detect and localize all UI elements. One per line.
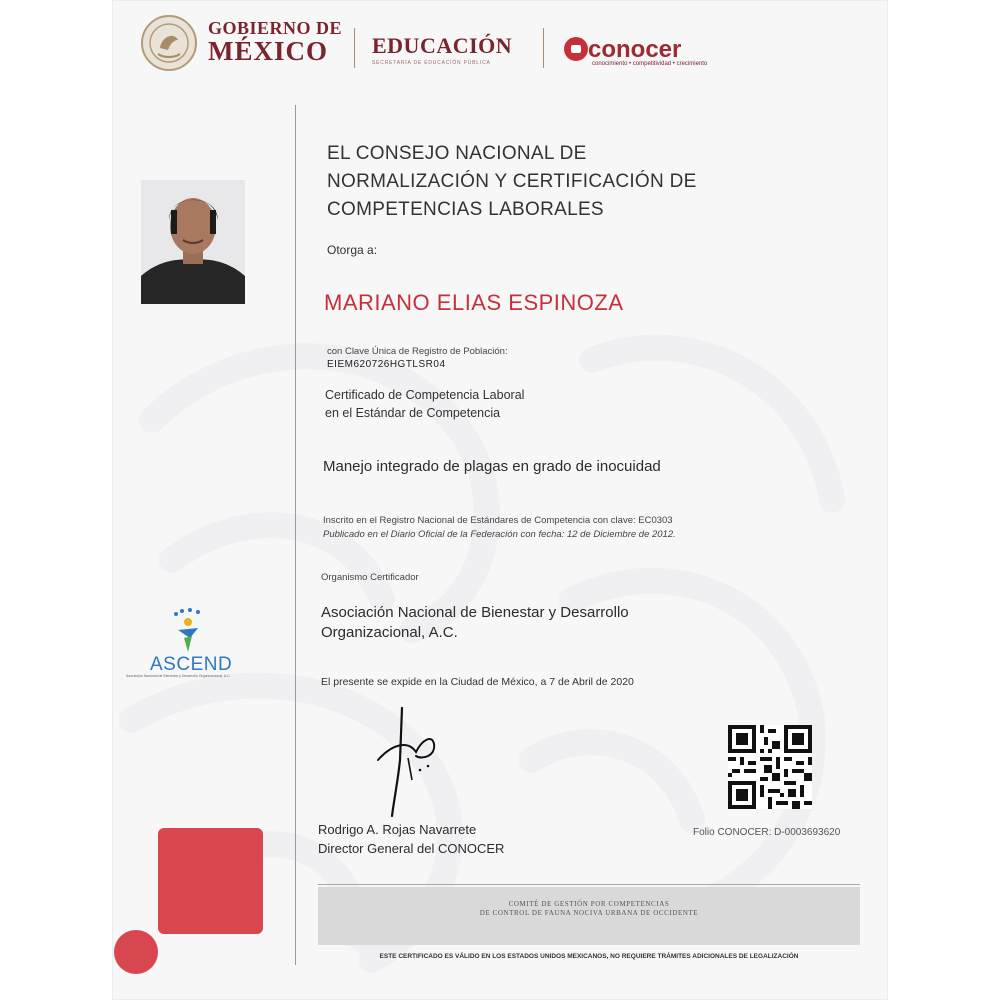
certifying-body-name bbox=[321, 603, 629, 643]
certificate-type-line: Certificado de Competencia Laboral bbox=[325, 388, 525, 402]
certifying-body-line: Asociación Nacional de Bienestar y Desarrollo bbox=[321, 604, 629, 621]
issue-place-date: El presente se expide en la Ciudad de México, a 7 de Abril de 2020 bbox=[321, 676, 634, 688]
signer-title: Director General del CONOCER bbox=[318, 841, 505, 856]
conocer-subtitle: conocimiento • competitividad • crecimiento bbox=[592, 61, 708, 67]
committee-line: COMITÉ DE GESTIÓN POR COMPETENCIAS bbox=[508, 900, 670, 908]
conocer-logo-icon bbox=[563, 36, 589, 62]
header-divider bbox=[543, 28, 544, 68]
conocer-logo-text: conocer bbox=[588, 36, 682, 63]
committee-line: DE CONTROL DE FAUNA NOCIVA URBANA DE OCCIDENTE bbox=[479, 909, 699, 917]
certificate-type bbox=[325, 386, 524, 422]
header-divider bbox=[354, 28, 355, 68]
validity-statement: ESTE CERTIFICADO ES VÁLIDO EN LOS ESTADOS UNIDOS MEXICANOS, NO REQUIERE TRÁMITES ADICIONALES DE LEGALIZACIÓN bbox=[379, 953, 799, 960]
otorga-label: Otorga a: bbox=[327, 243, 378, 257]
council-line: NORMALIZACIÓN Y CERTIFICACIÓN DE bbox=[327, 171, 697, 192]
curp-value: EIEM620726HGTLSR04 bbox=[327, 359, 446, 370]
certificate-type-line: en el Estándar de Competencia bbox=[325, 406, 501, 420]
publication-note: Publicado en el Diario Oficial de la Federación con fecha: 12 de Diciembre de 2012. bbox=[323, 529, 676, 540]
educacion-subtitle: SECRETARÍA DE EDUCACIÓN PÚBLICA bbox=[372, 60, 491, 66]
redaction-circle bbox=[114, 930, 158, 974]
council-line: COMPETENCIAS LABORALES bbox=[327, 199, 604, 220]
certifying-body-line: Organizacional, A.C. bbox=[321, 624, 458, 641]
redaction-square bbox=[158, 828, 263, 934]
signature bbox=[372, 700, 452, 820]
recipient-name: MARIANO ELIAS ESPINOZA bbox=[324, 290, 624, 315]
vertical-divider bbox=[295, 105, 296, 965]
gobierno-line1: GOBIERNO DE bbox=[208, 18, 343, 38]
footer-divider bbox=[318, 884, 860, 885]
ascend-logo-text: ASCEND bbox=[150, 654, 233, 675]
curp-label: con Clave Única de Registro de Población: bbox=[327, 346, 508, 357]
qr-code[interactable] bbox=[728, 725, 812, 809]
council-line: EL CONSEJO NACIONAL DE bbox=[327, 143, 587, 164]
ascend-subtitle: Asociación Nacional de Bienestar y Desarrollo Organizacional, A.C. bbox=[126, 674, 231, 678]
educacion-logo-text: EDUCACIÓN bbox=[372, 33, 513, 58]
committee-name bbox=[318, 900, 860, 918]
issuer-council-name bbox=[327, 140, 697, 224]
signer-block bbox=[318, 820, 504, 858]
mexico-coat-of-arms-icon bbox=[140, 14, 198, 72]
gobierno-line2: MÉXICO bbox=[208, 36, 328, 66]
signer-name: Rodrigo A. Rojas Navarrete bbox=[318, 822, 477, 837]
certifying-body-label: Organismo Certificador bbox=[321, 572, 419, 583]
ascend-logo-icon bbox=[170, 608, 206, 654]
registry-note: Inscrito en el Registro Nacional de Estándares de Competencia con clave: EC0303 bbox=[323, 515, 673, 526]
competency-standard: Manejo integrado de plagas en grado de inocuidad bbox=[323, 458, 661, 475]
recipient-photo bbox=[141, 180, 245, 304]
folio-number: Folio CONOCER: D-0003693620 bbox=[693, 827, 841, 838]
